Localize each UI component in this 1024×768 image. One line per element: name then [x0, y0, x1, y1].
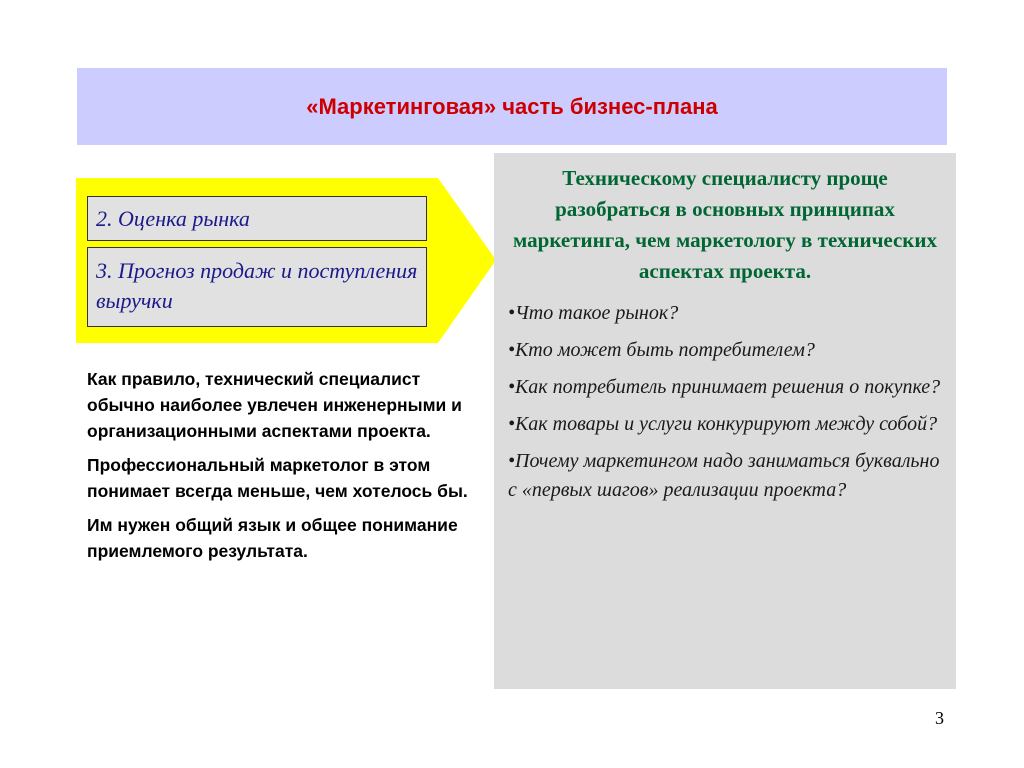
question-item: •Кто может быть потребителем?	[508, 339, 815, 361]
slide-title: «Маркетинговая» часть бизнес-плана	[306, 93, 718, 119]
title-bar	[77, 68, 947, 145]
page-number: 3	[935, 708, 944, 728]
right-panel	[494, 153, 956, 689]
question-item: •Как потребитель принимает решения о покупке?	[508, 376, 941, 398]
market-assessment-box	[87, 196, 427, 241]
question-list	[508, 299, 942, 505]
sales-forecast-box	[87, 247, 427, 327]
left-text-block	[87, 366, 472, 572]
left-paragraph: Им нужен общий язык и общее понимание приемлемого результата.	[87, 515, 458, 561]
panel-intro: Техническому специалисту проще разобраться в основных принципах маркетинга, чем маркетологу в технических аспектах проекта.	[512, 166, 938, 283]
left-paragraph: Как правило, технический специалист обычно наиболее увлечен инженерными и организационными аспектами проекта.	[87, 369, 462, 441]
question-item: •Как товары и услуги конкурируют между собой?	[508, 413, 938, 435]
question-item: •Что такое рынок?	[508, 302, 679, 324]
market-assessment-label: 2. Оценка рынка	[96, 205, 250, 231]
left-paragraph: Профессиональный маркетолог в этом понимает всегда меньше, чем хотелось бы.	[87, 455, 468, 501]
sales-forecast-label: 3. Прогноз продаж и поступления выручки	[96, 258, 418, 313]
question-item: •Почему маркетингом надо заниматься буквально с «первых шагов» реализации проекта?	[508, 450, 940, 501]
